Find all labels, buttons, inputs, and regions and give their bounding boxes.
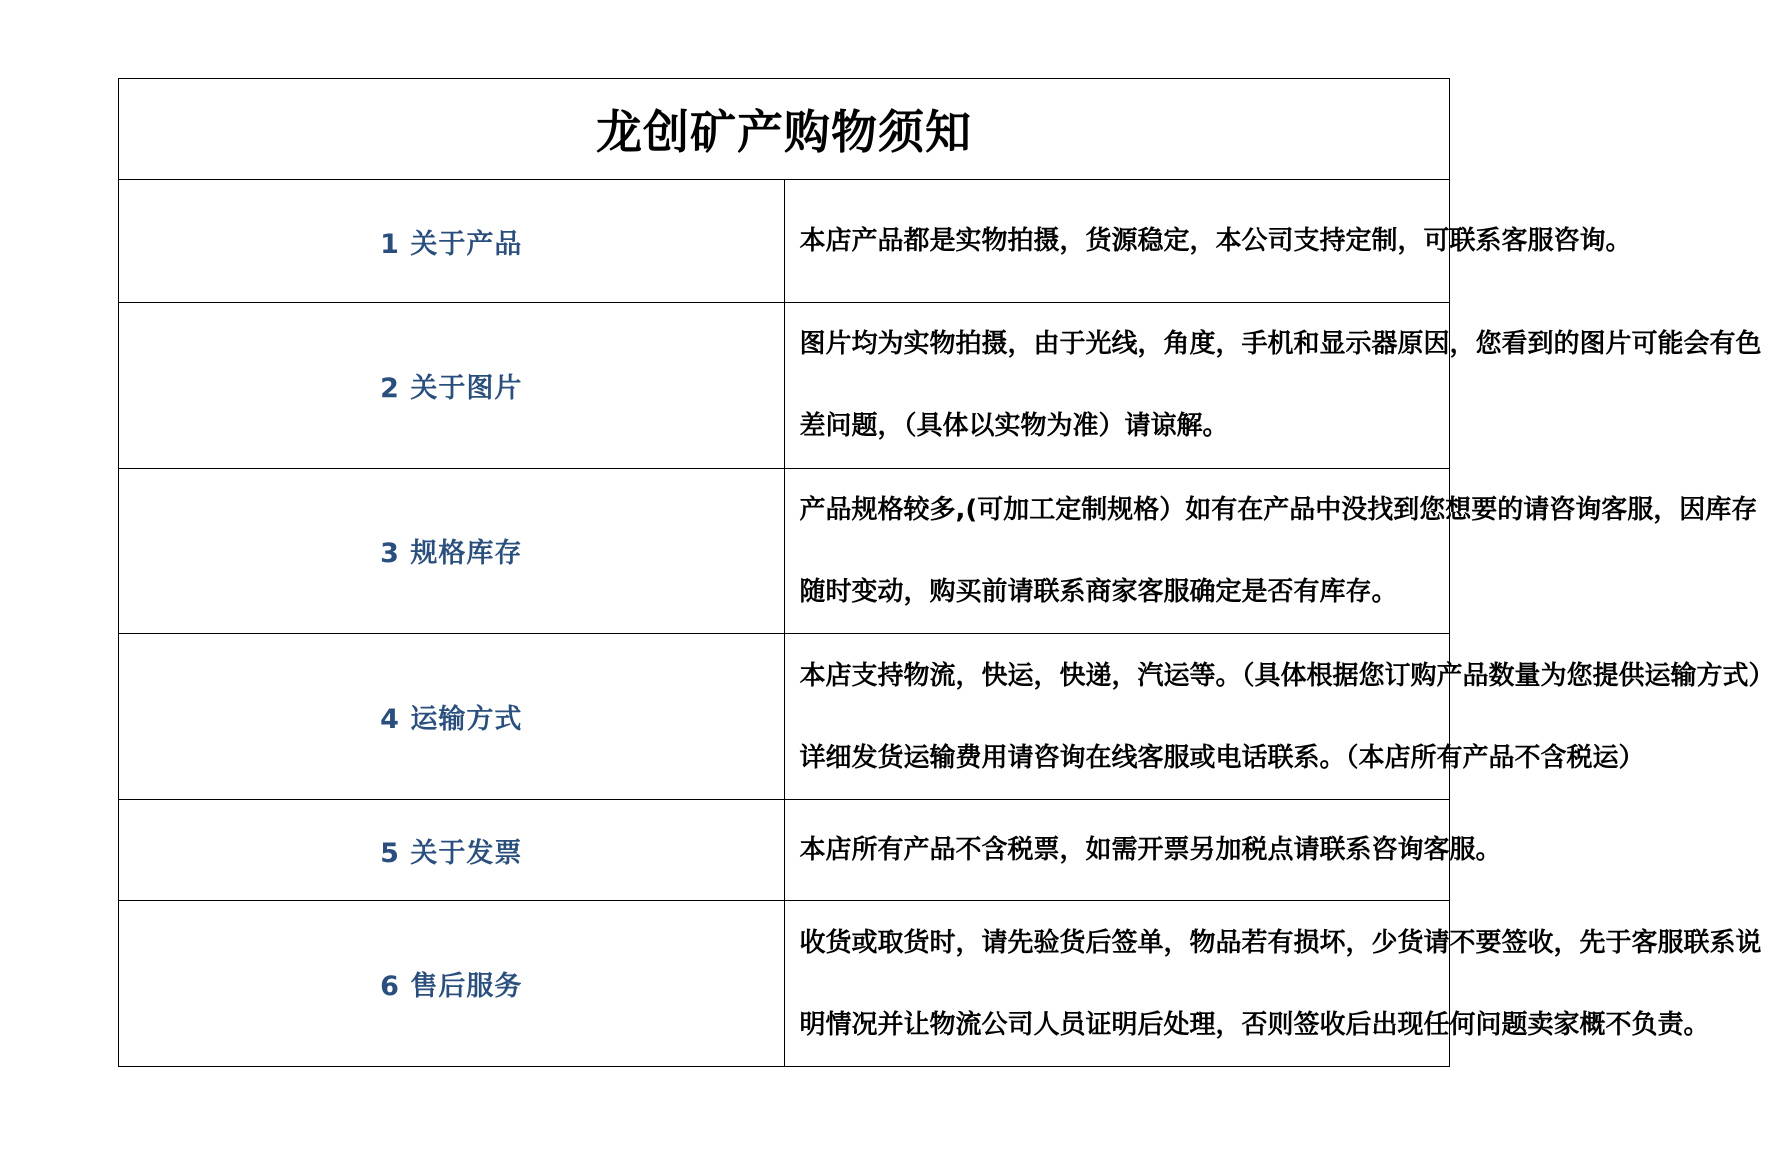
- row-content: [784, 302, 1762, 468]
- notice-row-shipping: [119, 634, 1450, 800]
- row-content: [784, 180, 1632, 302]
- row-content: [784, 468, 1758, 634]
- row-label: 4 运输方式: [119, 634, 785, 800]
- notice-row-images: [119, 302, 1450, 468]
- content-line: 收货或取货时，请先验货后签单，物品若有损坏，少货请不要签收，先于客服联系说: [799, 927, 1762, 958]
- notice-row-after-sales: [119, 901, 1450, 1067]
- notice-row-product: [119, 180, 1450, 302]
- content-line: 图片均为实物拍摄，由于光线，角度，手机和显示器原因，您看到的图片可能会有色: [799, 329, 1762, 360]
- content-line: 本店产品都是实物拍摄，货源稳定，本公司支持定制，可联系客服咨询。: [799, 226, 1632, 257]
- row-label: 3 规格库存: [119, 468, 785, 634]
- content-line: 产品规格较多,(可加工定制规格）如有在产品中没找到您想要的请咨询客服，因库存: [799, 494, 1758, 525]
- row-label: 5 关于发票: [119, 799, 785, 900]
- shopping-notice-table: [118, 78, 1775, 1067]
- notice-title: 龙创矿产购物须知: [119, 79, 1450, 180]
- notice-row-stock: [119, 468, 1450, 634]
- row-label: 6 售后服务: [119, 901, 785, 1067]
- row-content: [784, 901, 1762, 1067]
- row-content: [784, 799, 1502, 900]
- row-label: 2 关于图片: [119, 302, 785, 468]
- content-line: 差问题，（具体以实物为准）请谅解。: [799, 411, 1229, 442]
- notice-row-invoice: [119, 799, 1450, 900]
- content-line: 本店支持物流，快运，快递，汽运等。（具体根据您订购产品数量为您提供运输方式）: [799, 660, 1775, 691]
- content-line: 详细发货运输费用请咨询在线客服或电话联系。（本店所有产品不含税运）: [799, 742, 1645, 773]
- content-line: 明情况并让物流公司人员证明后处理，否则签收后出现任何问题卖家概不负责。: [799, 1009, 1710, 1040]
- title-row: [119, 79, 1450, 180]
- content-line: 随时变动，购买前请联系商家客服确定是否有库存。: [799, 576, 1398, 607]
- content-line: 本店所有产品不含税票，如需开票另加税点请联系咨询客服。: [799, 835, 1502, 866]
- row-label: 1 关于产品: [119, 180, 785, 302]
- row-content: [784, 634, 1775, 800]
